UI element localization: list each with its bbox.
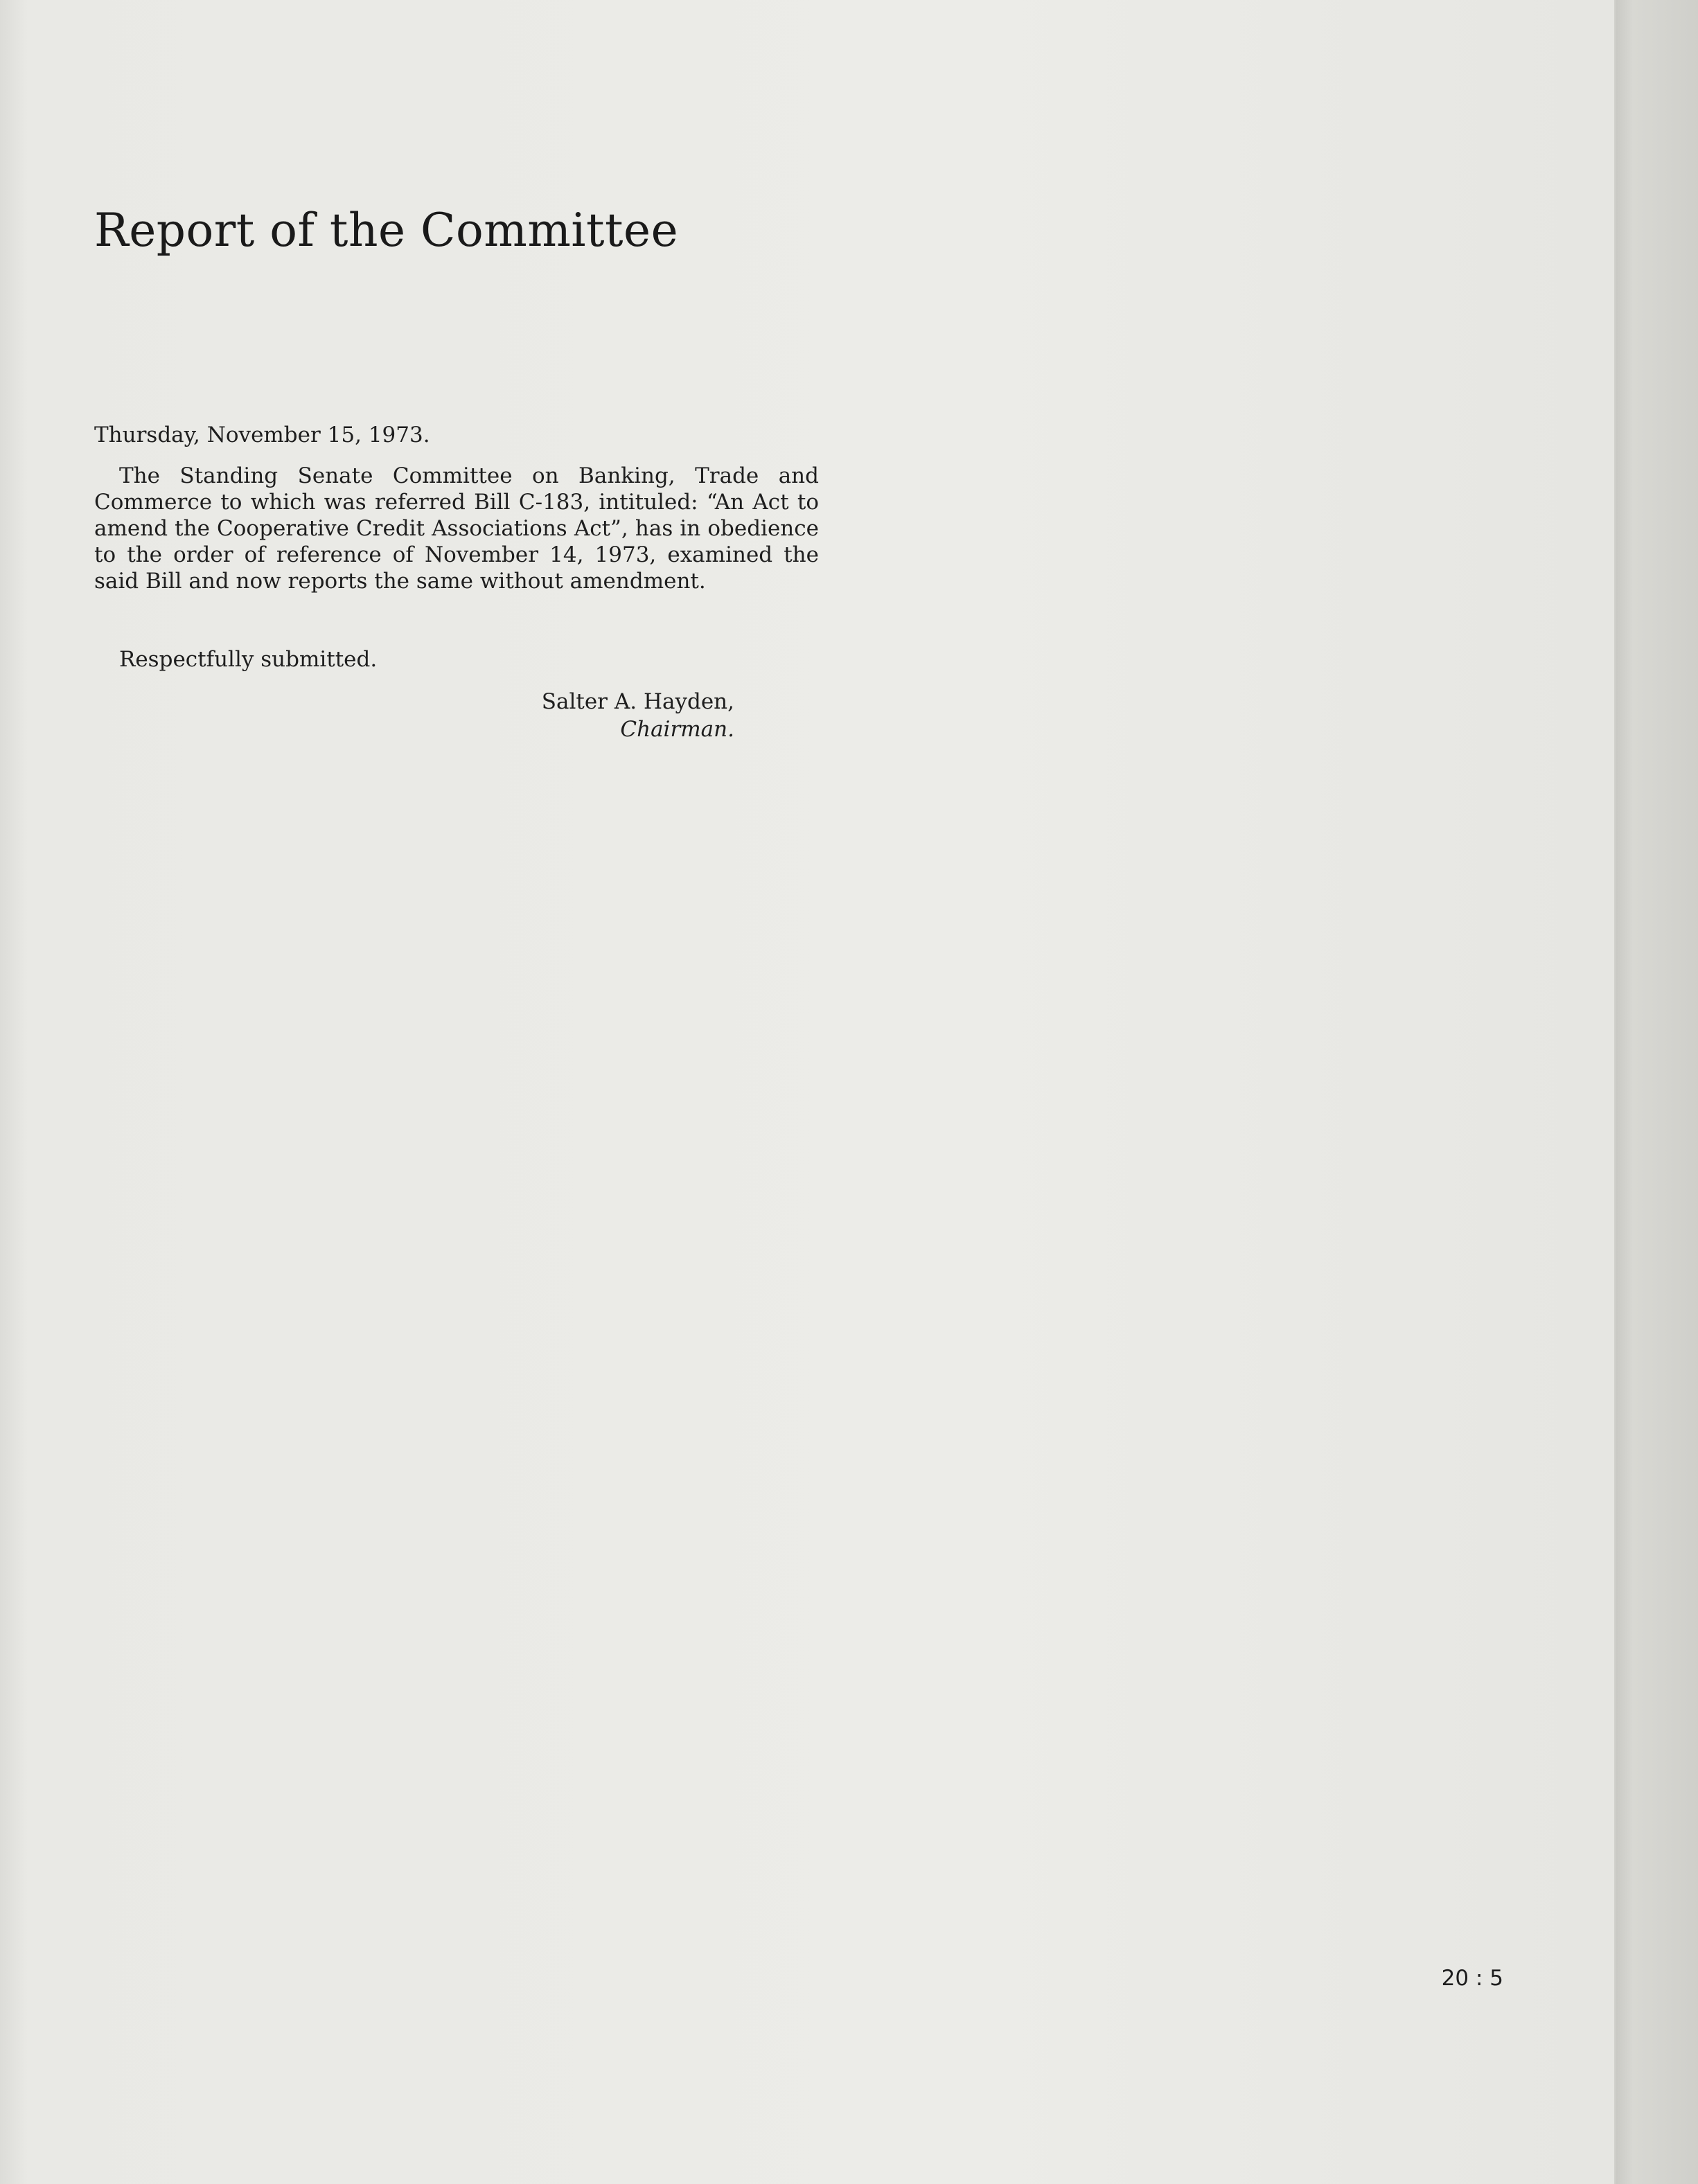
page-edge — [1616, 0, 1698, 2184]
report-date: Thursday, November 15, 1973. — [94, 423, 430, 447]
report-title: Report of the Committee — [94, 204, 679, 257]
closing-line: Respectfully submitted. — [119, 647, 378, 672]
report-body: The Standing Senate Committee on Banking, Trade and Commerce to which was referred Bill C-183, intituled: “An Act to amend the Cooperative Credit Associations Act”, has in obedience to the order of reference of November 14, 1973, examined the said Bill and now reports the same without amendment. — [94, 463, 819, 594]
signatory-title: Chairman. — [620, 717, 734, 742]
page-number: 20 : 5 — [1441, 1966, 1503, 1991]
signatory-name: Salter A. Hayden, — [541, 689, 734, 714]
